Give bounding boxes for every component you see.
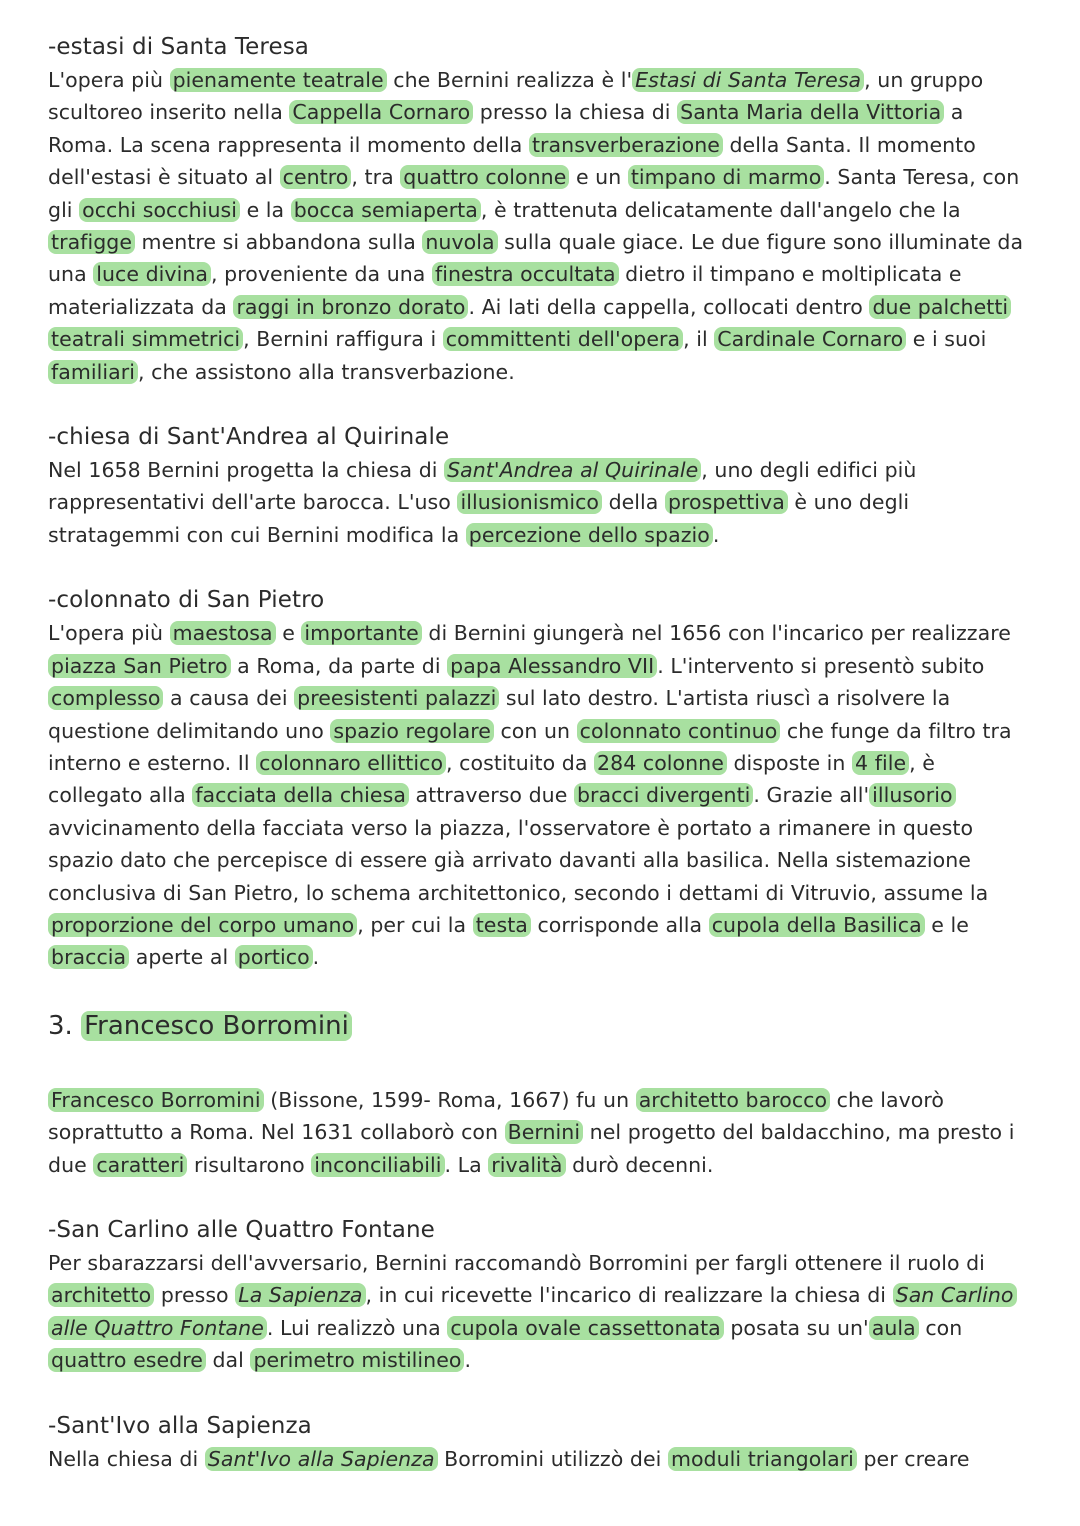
paragraph-san-carlino <box>48 1247 1030 1377</box>
highlighted-term: portico <box>235 945 313 969</box>
text-run: posata su un' <box>723 1315 869 1340</box>
heading-colonnato-san-pietro: -colonnato di San Pietro <box>48 587 325 614</box>
highlighted-term: finestra occultata <box>432 262 619 286</box>
highlighted-term: Francesco Borromini <box>48 1088 264 1112</box>
highlighted-term: illusorio <box>869 783 955 807</box>
text-run: , è trattenuta delicatamente dall'angelo che la <box>480 197 961 222</box>
text-run: , che assistono alla transverbazione. <box>137 359 515 384</box>
text-run: (Bissone, 1599- Roma, 1667) fu un <box>263 1087 636 1112</box>
heading-san-carlino: -San Carlino alle Quattro Fontane <box>48 1216 435 1243</box>
section-number: 3. <box>48 1010 73 1041</box>
text-run: mentre si abbandona sulla <box>134 230 423 255</box>
text-run: . <box>464 1348 472 1373</box>
highlighted-term: occhi socchiusi <box>79 198 240 222</box>
highlighted-term: braccia <box>48 945 129 969</box>
text-run: , il <box>683 327 715 352</box>
highlighted-term: familiari <box>48 360 138 384</box>
text-run: L'opera più <box>48 68 170 92</box>
text-run: che lavorò soprattutto a Roma. Nel 1631 collaborò con <box>48 1087 944 1145</box>
paragraph-colonnato-san-pietro <box>48 617 1030 973</box>
highlighted-term: prospettiva <box>665 490 788 514</box>
text-run: . La <box>444 1152 489 1177</box>
heading-sant-ivo: -Sant'Ivo alla Sapienza <box>48 1412 312 1439</box>
text-run: durò decenni. <box>565 1152 714 1177</box>
text-run: e le <box>924 912 969 937</box>
highlighted-term: luce divina <box>93 262 211 286</box>
text-run: disposte in <box>726 750 853 775</box>
highlighted-term: rivalità <box>488 1153 565 1177</box>
highlighted-term: transverberazione <box>529 133 723 157</box>
highlighted-term: cupola ovale cassettonata <box>447 1316 723 1340</box>
text-run: per creare <box>856 1446 970 1471</box>
highlighted-term: San Carlino alle Quattro Fontane <box>48 1283 1017 1339</box>
text-run: presso la chiesa di <box>473 100 678 125</box>
highlighted-term: La Sapienza <box>235 1283 365 1307</box>
highlighted-term: Sant'Andrea al Quirinale <box>444 458 701 482</box>
text-run: che funge da filtro tra interno e esterno. Il <box>48 718 1012 775</box>
heading-estasi-santa-teresa: -estasi di Santa Teresa <box>48 34 309 60</box>
highlighted-term: preesistenti palazzi <box>294 686 499 710</box>
text-run: . <box>312 945 320 970</box>
text-run: è uno degli stratagemmi con cui Bernini modifica la <box>48 490 910 547</box>
text-run: e la <box>240 197 291 222</box>
highlighted-term: proporzione del corpo umano <box>48 913 357 937</box>
text-run: , costituito da <box>446 750 595 775</box>
text-run: Nel 1658 Bernini progetta la chiesa di <box>48 458 445 483</box>
text-run: a Roma. La scena rappresenta il momento della <box>48 100 964 157</box>
highlighted-term: perimetro mistilineo <box>250 1348 464 1372</box>
highlighted-term: complesso <box>48 686 163 710</box>
highlighted-term: Santa Maria della Vittoria <box>677 100 944 124</box>
text-run: e <box>275 621 302 646</box>
section-title-text: Francesco Borromini <box>81 1011 352 1041</box>
text-run: con <box>918 1315 963 1340</box>
heading-sant-andrea-quirinale: -chiesa di Sant'Andrea al Quirinale <box>48 424 450 451</box>
highlighted-term: aula <box>869 1316 919 1340</box>
text-run: , è collegato alla <box>48 750 935 808</box>
text-run: nel progetto del baldacchino, ma presto i due <box>48 1120 1015 1177</box>
highlighted-term: committenti dell'opera <box>443 327 683 351</box>
highlighted-term: pienamente teatrale <box>170 68 387 92</box>
text-run: a Roma, da parte di <box>230 653 448 678</box>
highlighted-term: colonnaro ellittico <box>256 751 446 775</box>
highlighted-term: illusionismico <box>457 490 602 514</box>
text-run: Borromini utilizzò dei <box>437 1446 668 1471</box>
paragraph-estasi-santa-teresa <box>48 64 1030 388</box>
text-run: dal <box>205 1348 251 1373</box>
highlighted-term: importante <box>301 621 421 645</box>
text-run: attraverso due <box>408 783 574 808</box>
highlighted-term: colonnato continuo <box>577 719 781 743</box>
highlighted-term: testa <box>473 913 531 937</box>
text-run: Nella chiesa di <box>48 1446 205 1471</box>
text-run: , in cui ricevette l'incarico di realizzare la chiesa di <box>365 1283 893 1308</box>
highlighted-term: percezione dello spazio <box>466 523 713 547</box>
highlighted-term: cupola della Basilica <box>709 913 925 937</box>
section-title-borromini <box>48 1008 1030 1044</box>
text-run: a causa dei <box>163 686 295 711</box>
text-run: presso <box>154 1283 236 1308</box>
text-run: . L'intervento si presentò subito <box>657 653 985 678</box>
text-run: che Bernini realizza è l' <box>386 68 633 92</box>
highlighted-term: quattro esedre <box>48 1348 206 1372</box>
highlighted-term: inconciliabili <box>311 1153 444 1177</box>
text-run: , per cui la <box>357 912 473 937</box>
highlighted-term: papa Alessandro VII <box>447 654 657 678</box>
text-run: sul lato destro. L'artista riuscì a risolvere la questione delimitando uno <box>48 686 951 743</box>
highlighted-term: facciata della chiesa <box>192 783 409 807</box>
text-run: , Bernini raffigura i <box>243 327 443 352</box>
text-run: , uno degli edifici più rappresentativi dell'arte barocca. L'uso <box>48 458 917 515</box>
text-run: L'opera più <box>48 621 170 646</box>
text-run: sulla quale giace. Le due figure sono illuminate da una <box>48 230 1024 287</box>
text-run: corrisponde alla <box>530 912 709 937</box>
text-run: . Lui realizzò una <box>266 1315 448 1340</box>
text-run: e un <box>569 165 628 190</box>
text-run: avvicinamento della facciata verso la piazza, l'osservatore è portato a rimanere in questo spazio dato che percepisce di essere già arrivato davanti alla basilica. Nella sistemazione conclusiva di San Pietro, lo schema architettonico, secondo i dettami di Vitruvio, assume la <box>48 815 989 905</box>
paragraph-sant-andrea-quirinale <box>48 454 1030 551</box>
highlighted-term: centro <box>280 165 352 189</box>
text-run: dietro il timpano e moltiplicata e materializzata da <box>48 262 962 319</box>
highlighted-term: 284 colonne <box>594 751 727 775</box>
text-run: . Santa Teresa, con gli <box>48 165 1020 222</box>
text-run: . Grazie all' <box>753 783 870 808</box>
highlighted-term: timpano di marmo <box>628 165 824 189</box>
highlighted-term: caratteri <box>93 1153 187 1177</box>
paragraph-sant-ivo <box>48 1443 1030 1475</box>
highlighted-term: 4 file <box>852 751 909 775</box>
text-run: di Bernini giungerà nel 1656 con l'incarico per realizzare <box>421 621 1011 646</box>
highlighted-term: raggi in bronzo dorato <box>233 295 468 319</box>
highlighted-term: trafigge <box>48 230 135 254</box>
text-run: della Santa. Il momento dell'estasi è situato al <box>48 132 976 190</box>
highlighted-term: due palchetti teatrali simmetrici <box>48 295 1011 351</box>
text-run: , proveniente da una <box>211 262 432 287</box>
highlighted-term: architetto barocco <box>636 1088 830 1112</box>
highlighted-term: Cardinale Cornaro <box>714 327 906 351</box>
highlighted-term: Cappella Cornaro <box>289 100 473 124</box>
highlighted-term: moduli triangolari <box>668 1447 857 1471</box>
text-run: aperte al <box>129 945 235 970</box>
highlighted-term: piazza San Pietro <box>48 654 231 678</box>
text-run: . <box>712 522 720 547</box>
highlighted-term: quattro colonne <box>400 165 569 189</box>
highlighted-term: Bernini <box>505 1120 583 1144</box>
text-run: con un <box>493 718 577 743</box>
text-run: , un gruppo scultoreo inserito nella <box>48 68 984 125</box>
paragraph-borromini-bio <box>48 1084 1030 1181</box>
text-run: , tra <box>351 165 401 190</box>
text-run: Per sbarazzarsi dell'avversario, Bernini raccomandò Borromini per fargli ottenere il ruolo di <box>48 1250 985 1275</box>
highlighted-term: spazio regolare <box>330 719 494 743</box>
text-run: della <box>602 490 665 515</box>
highlighted-term: architetto <box>48 1283 154 1307</box>
text-run: . Ai lati della cappella, collocati dentro <box>468 294 870 319</box>
highlighted-term: bracci divergenti <box>574 783 753 807</box>
text-run: e i suoi <box>906 327 987 352</box>
highlighted-term: nuvola <box>422 230 497 254</box>
highlighted-term: Sant'Ivo alla Sapienza <box>205 1447 438 1471</box>
text-run: risultarono <box>187 1152 312 1177</box>
highlighted-term: maestosa <box>170 621 276 645</box>
highlighted-term: Estasi di Santa Teresa <box>632 68 864 92</box>
highlighted-term: bocca semiaperta <box>291 198 481 222</box>
